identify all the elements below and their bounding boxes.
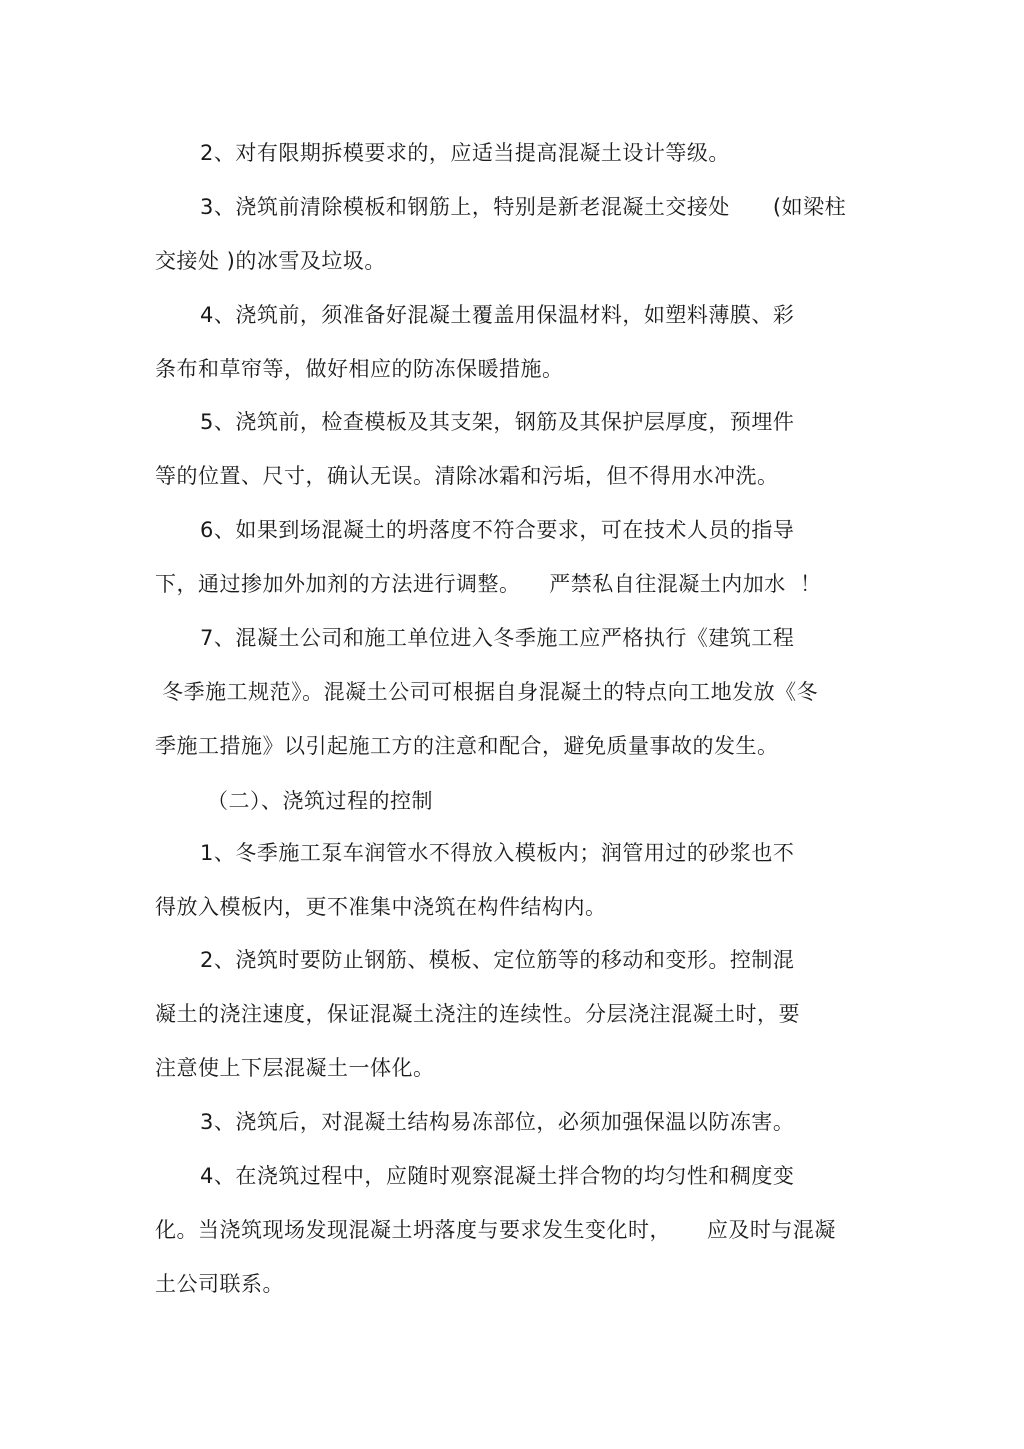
text-line: 凝土的浇注速度，保证混凝土浇注的连续性。分层浇注混凝土时，要 — [155, 1002, 800, 1026]
text-line: 下，通过掺加外加剂的方法进行调整。 严禁私自往混凝土内加水 ！ — [155, 572, 822, 596]
text-line: 条布和草帘等，做好相应的防冻保暖措施。 — [155, 357, 564, 381]
text-line: 1、冬季施工泵车润管水不得放入模板内；润管用过的砂浆也不 — [200, 841, 795, 865]
section-heading: （二）、浇筑过程的控制 — [207, 789, 433, 813]
text-line: 注意使上下层混凝土一体化。 — [155, 1056, 435, 1080]
text-line: 化。当浇筑现场发现混凝土坍落度与要求发生变化时， 应及时与混凝 — [155, 1218, 836, 1242]
text-line: 5、浇筑前，检查模板及其支架，钢筋及其保护层厚度，预埋件 — [200, 410, 795, 434]
text-line: 季施工措施》以引起施工方的注意和配合，避免质量事故的发生。 — [155, 734, 779, 758]
text-line: 7、混凝土公司和施工单位进入冬季施工应严格执行《建筑工程 — [200, 626, 795, 650]
text-line: 4、浇筑前，须准备好混凝土覆盖用保温材料，如塑料薄膜、彩 — [200, 303, 795, 327]
text-line: 2、浇筑时要防止钢筋、模板、定位筋等的移动和变形。控制混 — [200, 948, 795, 972]
text-line: 土公司联系。 — [155, 1272, 284, 1296]
text-line: 4、在浇筑过程中，应随时观察混凝土拌合物的均匀性和稠度变 — [200, 1164, 795, 1188]
text-line: 得放入模板内，更不准集中浇筑在构件结构内。 — [155, 895, 607, 919]
text-line: 交接处 )的冰雪及垃圾。 — [155, 249, 386, 273]
text-line: 等的位置、尺寸，确认无误。清除冰霜和污垢，但不得用水冲洗。 — [155, 464, 779, 488]
text-line: 3、浇筑前清除模板和钢筋上，特别是新老混凝土交接处 (如梁柱 — [200, 195, 847, 219]
text-line: 冬季施工规范》。混凝土公司可根据自身混凝土的特点向工地发放《冬 — [155, 680, 819, 704]
text-line: 6、如果到场混凝土的坍落度不符合要求，可在技术人员的指导 — [200, 518, 795, 542]
text-line: 3、浇筑后，对混凝土结构易冻部位，必须加强保温以防冻害。 — [200, 1110, 795, 1134]
text-line: 2、对有限期拆模要求的，应适当提高混凝土设计等级。 — [200, 141, 730, 165]
